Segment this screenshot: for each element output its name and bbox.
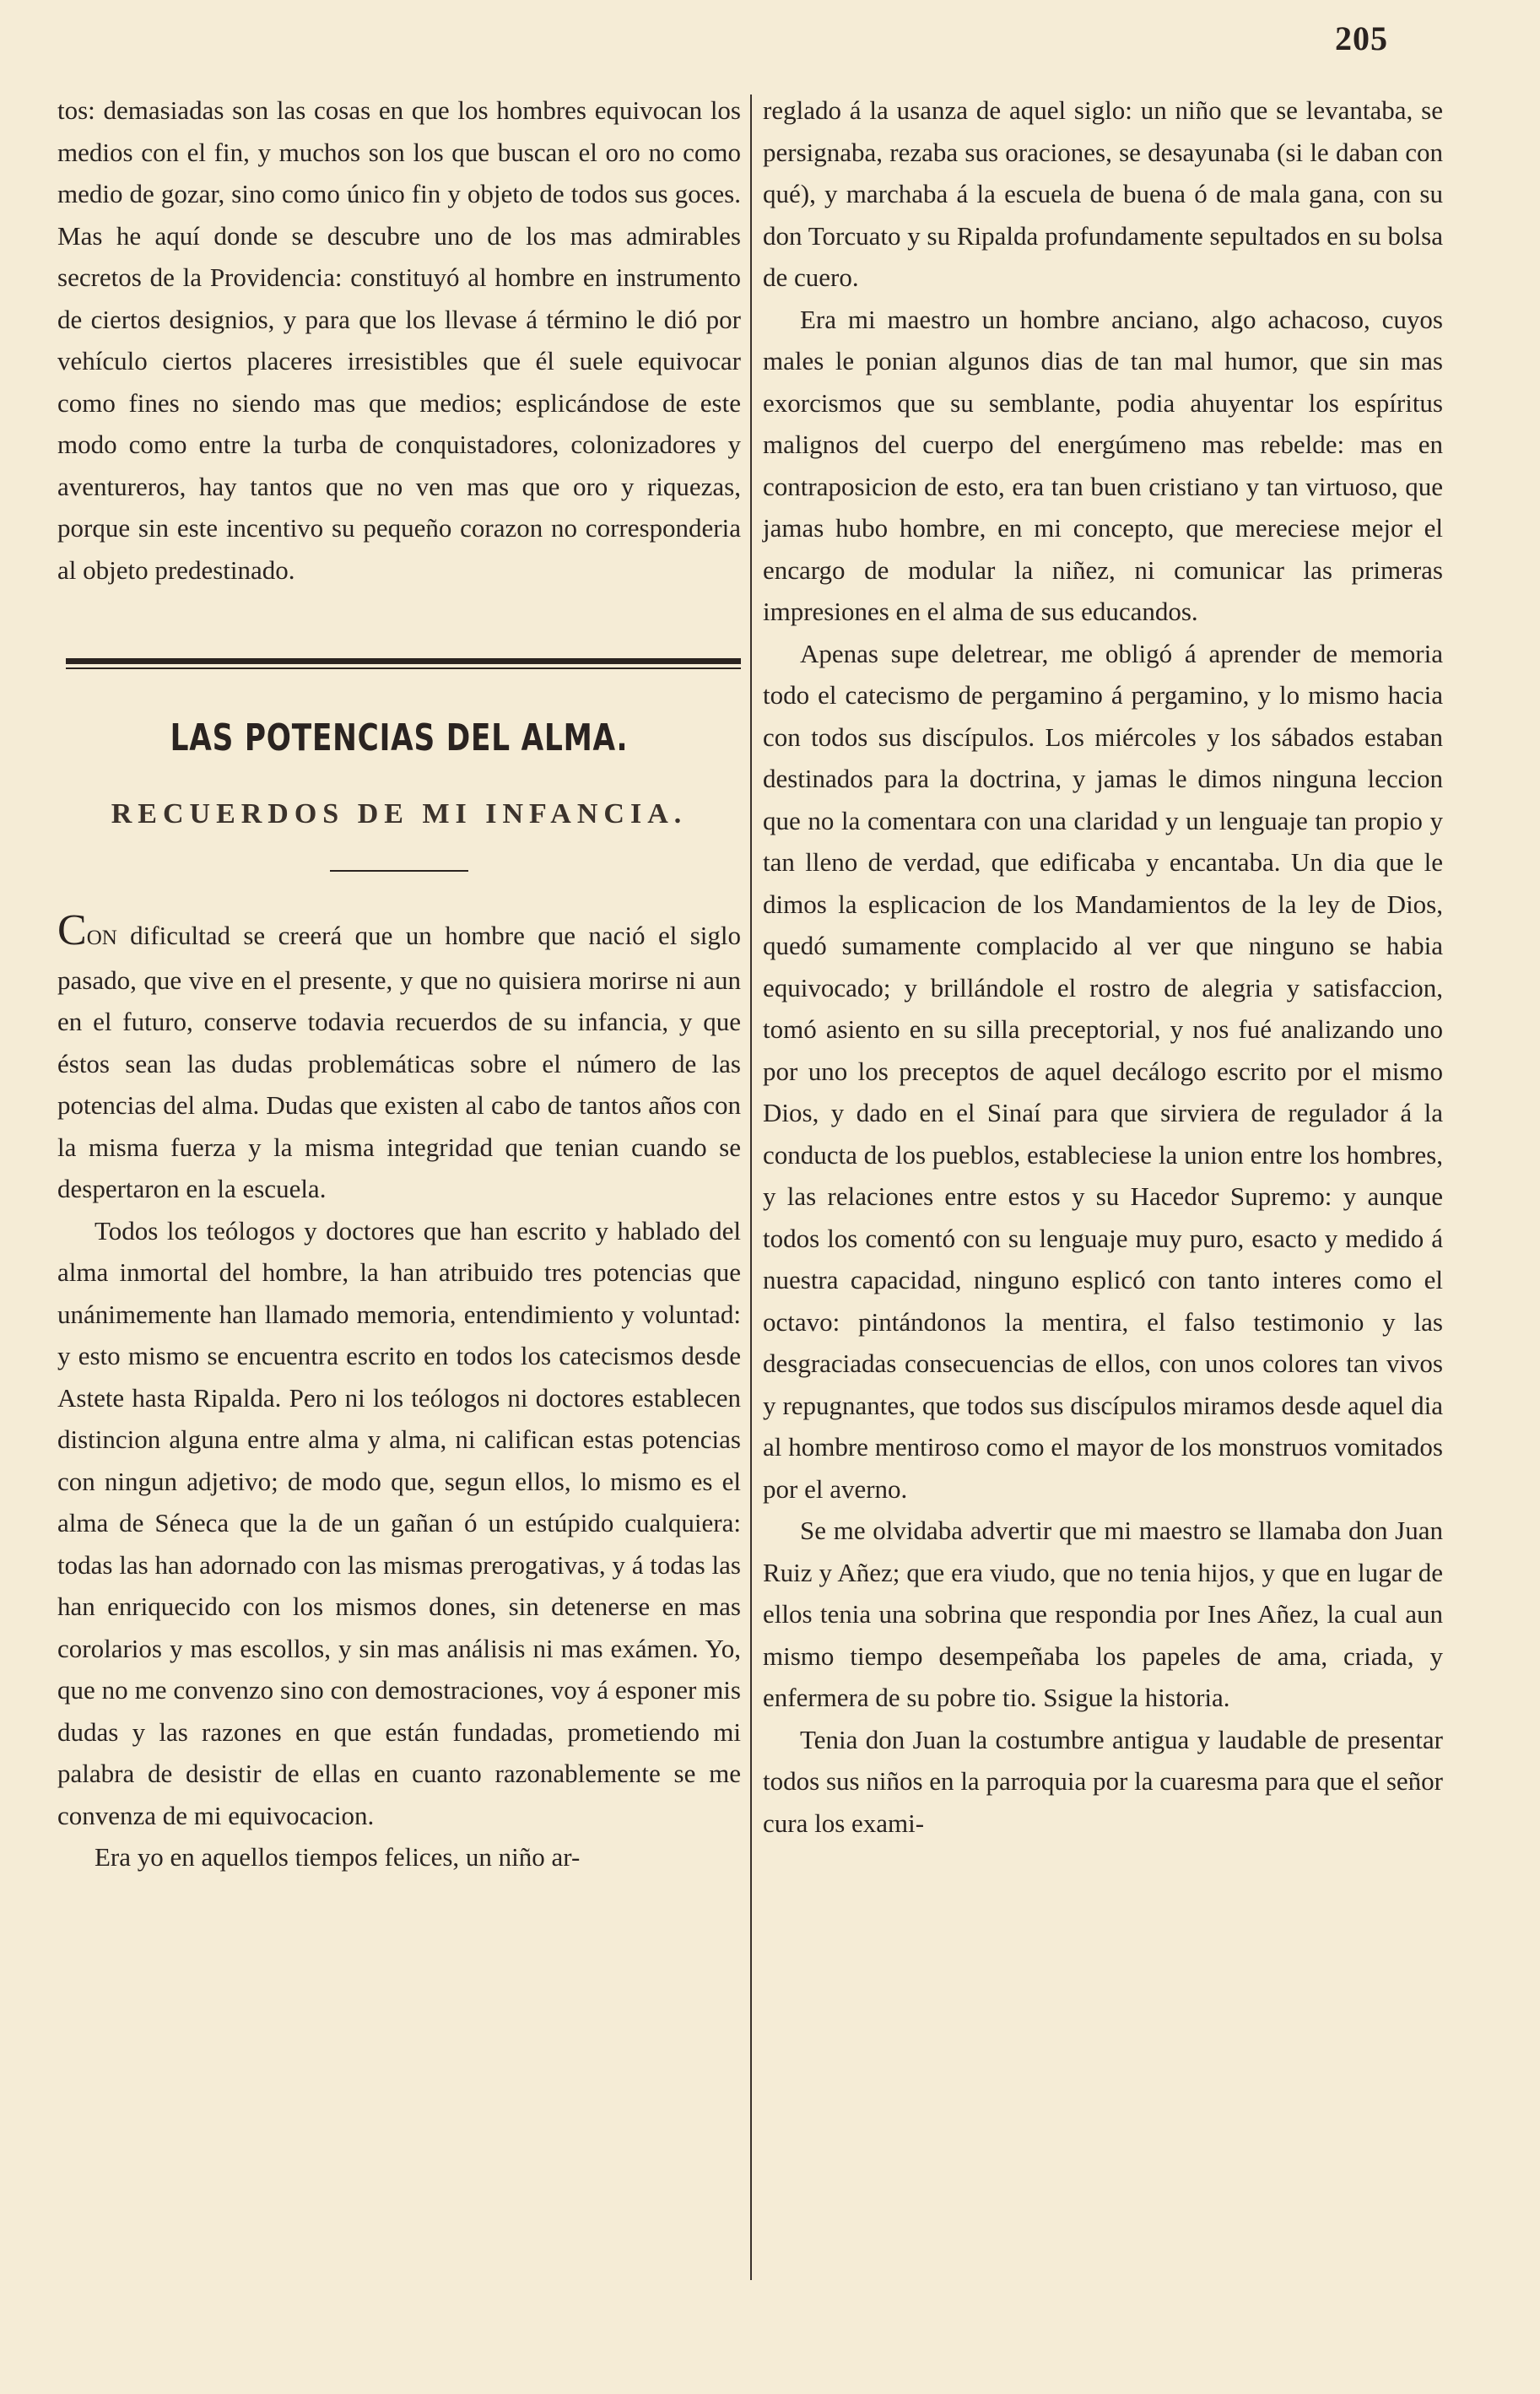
body-paragraph: Todos los teólogos y doctores que han escrito y hablado del alma inmortal del hombre, la han atribuido tres potencias que unánimemente han llamado memoria, entendimiento y voluntad: y esto mismo se encuentra escrito en todos los catecismos desde Astete hasta Ripalda. Pero ni los teólogos ni doctores establecen distincion alguna entre alma y alma, ni califican estas potencias con ningun adjetivo; de modo que, segun ellos, lo mismo es el alma de Séneca que la de un gañan ó un estúpido cualquiera: todas las han adornado con las mismas prerogativas, y á todas las han enriquecido con los mismos dones, sin detenerse en mas corolarios y mas escollos, y sin mas análisis ni mas exámen. Yo, que no me convenzo sino con demostraciones, voy á esponer mis dudas y las razones en que están fundadas, prometiendo mi palabra de desistir de ellas en cuanto razonablemente se me convenza de mi equivocacion. xyxy=(57,1215,741,1830)
opening-paragraph xyxy=(57,906,741,1210)
body-paragraph: Se me olvidaba advertir que mi maestro se llamaba don Juan Ruiz y Añez; que era viudo, que no tenia hijos, y que en lugar de ellos tenia una sobrina que respondia por Ines Añez, la cual aun mismo tiempo desempeñaba los papeles de ama, criada, y enfermera de su pobre tio. Ssigue la historia. xyxy=(763,1516,1443,1712)
drop-cap: C xyxy=(57,906,87,954)
body-paragraph: Era mi maestro un hombre anciano, algo achacoso, cuyos males le ponian algunos dias de tan mal humor, que sin mas exorcismos que su semblante, podia ahuyentar los espíritus malignos del cuerpo del energúmeno mas rebelde: mas en contraposicion de esto, era tan buen cristiano y tan virtuoso, que jamas hubo hombre, en mi concepto, que mereciese mejor el encargo de modular la niñez, ni comunicar las primeras impresiones en el alma de sus educandos. xyxy=(763,304,1443,626)
section-divider xyxy=(66,658,741,669)
column-divider xyxy=(750,95,752,2280)
body-paragraph: Era yo en aquellos tiempos felices, un niño ar- xyxy=(95,1842,581,1872)
continuation-paragraph: tos: demasiadas son las cosas en que los hombres equivocan los medios con el fin, y muchos son los que buscan el oro no como medio de gozar, sino como único fin y objeto de todos sus goces. Mas he aquí donde se descubre uno de los mas admirables secretos de la Providencia: constituyó al hombre en instrumento de ciertos designios, y para que los llevase á término le dió por vehículo ciertos placeres irresistibles que él suele equivocar como fines no siendo mas que medios; esplicándose de este modo como entre la turba de conquistadores, colonizadores y aventureros, hay tantos que no ven mas que oro y riquezas, porque sin este incentivo su pequeño corazon no corresponderia al objeto predestinado. xyxy=(57,95,741,585)
opening-paragraph-text: dificultad se creerá que un hombre que nació el siglo pasado, que vive en el presente, y que no quisiera morirse ni aun en el futuro, conserve todavia recuerdos de su infancia, y que éstos sean las dudas problemáticas sobre el número de las potencias del alma. Dudas que existen al cabo de tantos años con la misma fuerza y la misma integridad que tenian cuando se despertaron en la escuela. xyxy=(57,921,741,1203)
divider-thin-rule xyxy=(66,667,741,669)
article-title: LAS POTENCIAS DEL ALMA. xyxy=(170,716,629,759)
small-caps-text: ON xyxy=(86,927,117,949)
article-subtitle: RECUERDOS DE MI INFANCIA. xyxy=(111,798,688,830)
left-column xyxy=(57,89,741,1878)
title-rule xyxy=(330,870,468,872)
body-paragraph: reglado á la usanza de aquel siglo: un niño que se levantaba, se persignaba, rezaba sus oraciones, se desayunaba (si le daban con qué), y marchaba á la escuela de buena ó de mala gana, con su don Torcuato y su Ripalda profundamente sepultados en su bolsa de cuero. xyxy=(763,95,1443,292)
divider-thick-rule xyxy=(66,658,741,664)
body-paragraph: Tenia don Juan la costumbre antigua y laudable de presentar todos sus niños en la parroquia por la cuaresma para que el señor cura los exami- xyxy=(763,1724,1443,1838)
body-paragraph: Apenas supe deletrear, me obligó á aprender de memoria todo el catecismo de pergamino á pergamino, y lo mismo hacia con todos sus discípulos. Los miércoles y los sábados estaban destinados para la doctrina, y jamas le dimos ninguna leccion que no la comentara con una claridad y un lenguaje tan propio y tan lleno de verdad, que edificaba y encantaba. Un dia que le dimos la esplicacion de los Mandamientos de la ley de Dios, quedó sumamente complacido al ver que ninguno se habia equivocado; y brillándole el rostro de alegria y satisfaccion, tomó asiento en su silla preceptorial, y nos fué analizando uno por uno los preceptos de aquel decálogo escrito por el mismo Dios, y dado en el Sinaí para que sirviera de regulador á la conducta de los pueblos, estableciese la union entre los hombres, y las relaciones entre estos y su Hacedor Supremo: y aunque todos los comentó con su lenguaje muy puro, esacto y medido á nuestra capacidad, ninguno esplicó con tanto interes como el octavo: pintándonos la mentira, el falso testimonio y las desgraciadas consecuencias de ellos, con unos colores tan vivos y repugnantes, que todos sus discípulos miramos desde aquel dia al hombre mentiroso como el mayor de los monstruos vomitados por el averno. xyxy=(763,638,1443,1504)
right-column xyxy=(763,89,1443,1844)
page-number: 205 xyxy=(1335,19,1388,57)
